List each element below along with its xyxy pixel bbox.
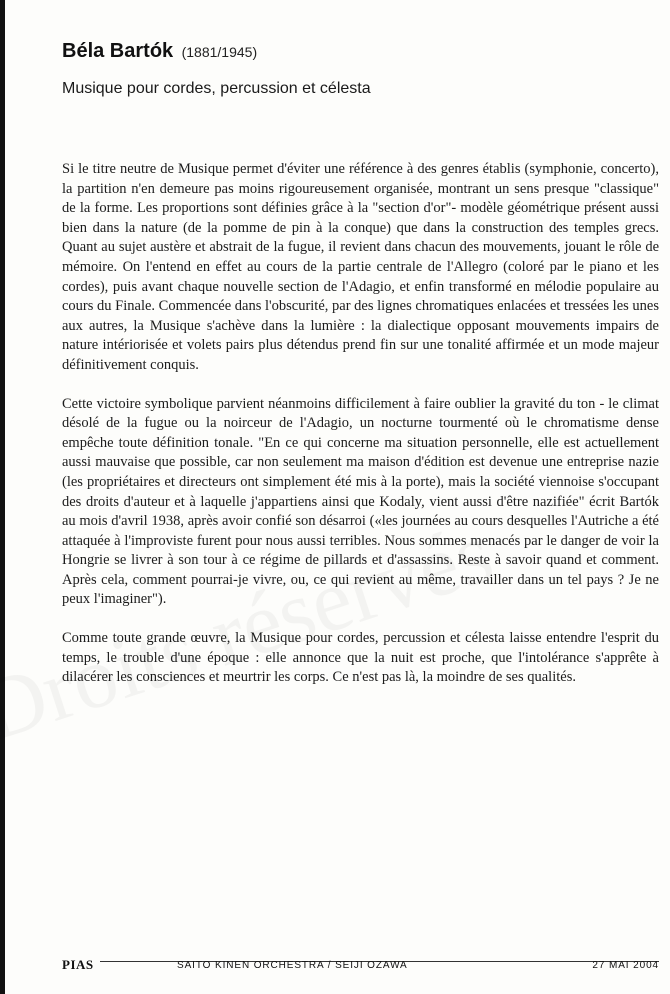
article-body (62, 160, 659, 707)
composer-dates: (1881/1945) (181, 44, 258, 60)
footer-date: 27 MAI 2004 (592, 960, 659, 971)
paragraph-1: Si le titre neutre de Musique permet d'éviter une référence à des genres établis (symphonie, concerto), la partition n'en demeure pas moins rigoureusement organisée, montrant un sens presque "classique" de la forme. Les proportions sont définies grâce à la "section d'or"- modèle géométrique présent aussi bien dans la nature (de la pomme de pin à la conque) que dans la construction des temples grecs. Quant au sujet austère et abstrait de la fugue, il revient dans chacun des mouvements, jouant le rôle de mémoire. On l'entend en effet au cours de la partie centrale de l'Allegro (coloré par le piano et les cordes), puis avant chaque nouvelle section de l'Adagio, et enfin transformé en mélodie populaire au cours du Finale. Commencée dans l'obscurité, par des lignes chromatiques enlacées et tressées les unes aux autres, la Musique s'achève dans la lumière : la dialectique opposant mouvements impairs de nature intériorisée et volets pairs plus détendus prend fin sur une tonalité affirmée et un mode majeur définitivement conquis. (62, 161, 659, 373)
composer-name: Béla Bartók (62, 40, 174, 62)
footer-logo: PIAS (62, 957, 98, 973)
work-title: Musique pour cordes, percussion et célesta (62, 80, 371, 97)
paragraph-2: Cette victoire symbolique parvient néanmoins difficilement à faire oublier la gravité du ton - le climat désolé de la fugue ou la noirceur de l'Adagio, un nocturne tourmenté où le chromatisme dense empêche toute définition tonale. "En ce qui concerne ma situation personnelle, elle est actuellement aussi mauvaise que possible, car non seulement ma maison d'édition est devenue une entreprise nazie (les propriétaires et directeurs ont simplement été mis à la porte), mais la société viennoise s'occupant des droits d'auteur et à laquelle j'appartiens ainsi que Kodaly, vient aussi d'être nazifiée" écrit Bartók au mois d'avril 1938, après avoir confié son désarroi («les journées au cours desquelles l'Autriche a été attaquée à l'improviste furent pour nous aussi terribles. Nous sommes menacés par le danger de voir la Hongrie se livrer à son tour à ce régime de pillards et d'assassins. Reste à savoir quand et comment. Après cela, comment pourrai-je vivre, ou, ce qui revient au même, travailler dans un tel pays ? Je ne peux l'imaginer"). (62, 395, 659, 608)
footer-orchestra: SAITO KINEN ORCHESTRA / SEIJI OZAWA (177, 960, 408, 971)
composer-heading (62, 40, 257, 63)
paragraph-3: Comme toute grande œuvre, la Musique pour cordes, percussion et célesta laisse entendre l'esprit du temps, le trouble d'une époque : elle annonce que la nuit est proche, que l'intolérance s'apprête à dilacérer les consciences et meurtrir les corps. Ce n'est pas là, la moindre de ses qualités. (62, 630, 659, 686)
page-footer (62, 957, 659, 975)
